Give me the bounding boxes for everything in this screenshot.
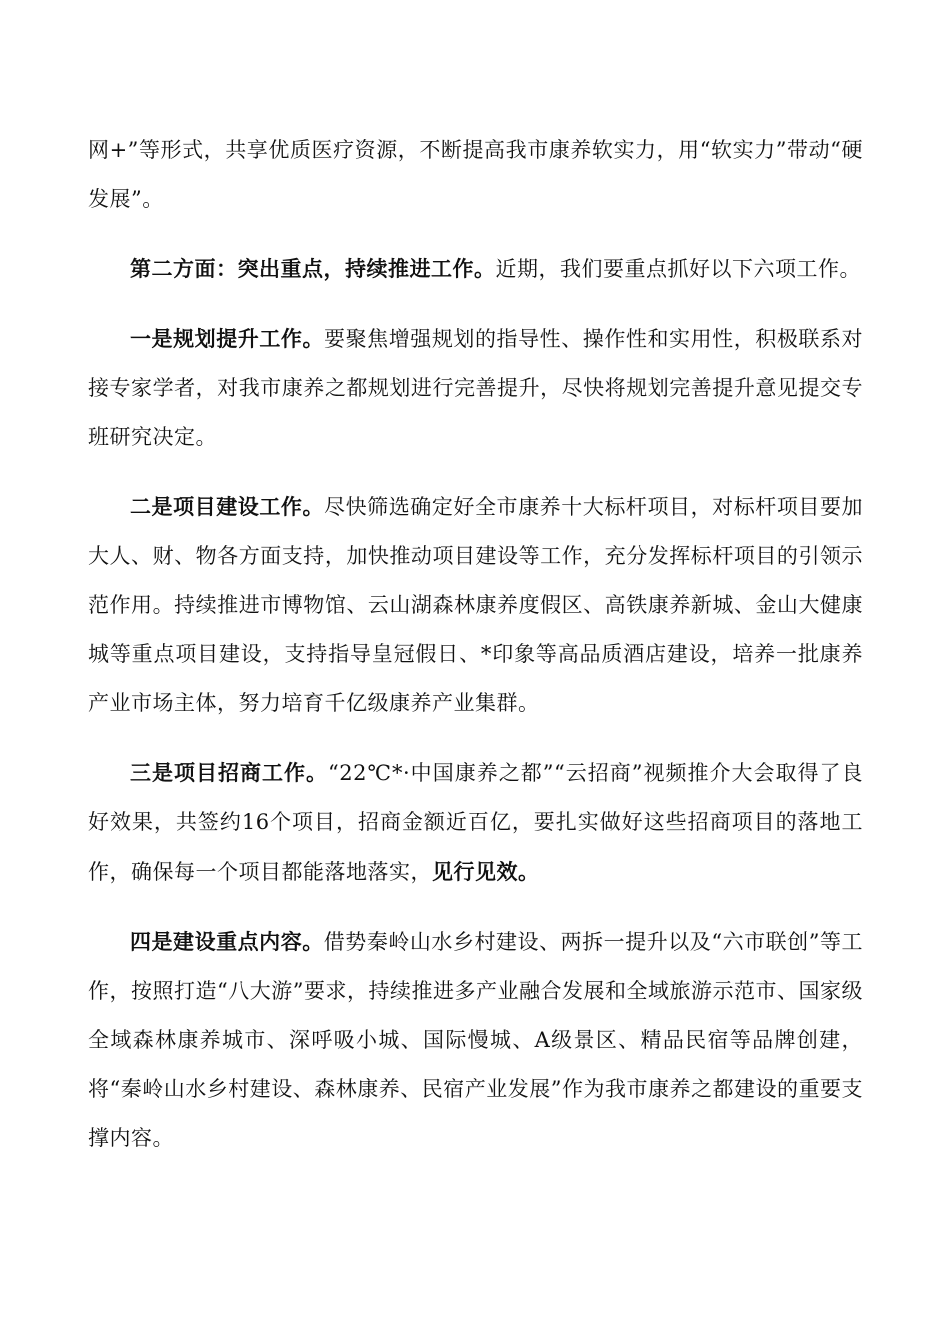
paragraph-continuation: [88, 126, 863, 224]
paragraph-planning: [88, 314, 863, 462]
paragraph-emphasis: 见行见效。: [432, 859, 540, 884]
paragraph-section-two: [88, 244, 863, 294]
paragraph-heading: 一是规划提升工作。: [130, 326, 325, 351]
paragraph-investment: [88, 748, 863, 897]
paragraph-heading: 二是项目建设工作。: [130, 494, 325, 519]
paragraph-heading: 第二方面：突出重点，持续推进工作。: [130, 256, 496, 281]
paragraph-text: 尽快筛选确定好全市康养十大标杆项目，对标杆项目要加大人、财、物各方面支持，加快推动项目建设等工作，充分发挥标杆项目的引领示范作用。持续推进市博物馆、云山湖森林康养度假区、高铁康养新城、金山大健康城等重点项目建设，支持指导皇冠假日、*印象等高品质酒店建设，培养一批康养产业市场主体，努力培育千亿级康养产业集群。: [88, 495, 863, 715]
paragraph-text: 网+”等形式，共享优质医疗资源，不断提高我市康养软实力，用“软实力”带动“硬发展”。: [88, 138, 863, 211]
document-body: [88, 126, 863, 1183]
paragraph-text: 近期，我们要重点抓好以下六项工作。: [495, 257, 861, 281]
paragraph-text: “22℃*·中国康养之都”“云招商”视频推介大会取得了良好效果，共签约16个项目，招商金额近百亿，要扎实做好这些招商项目的落地工作，确保每一个项目都能落地落实，: [88, 761, 863, 884]
paragraph-text: 要聚焦增强规划的指导性、操作性和实用性，积极联系对接专家学者，对我市康养之都规划进行完善提升，尽快将规划完善提升意见提交专班研究决定。: [88, 327, 863, 449]
paragraph-text: 借势秦岭山水乡村建设、两拆一提升以及“六市联创”等工作，按照打造“八大游”要求，持续推进多产业融合发展和全域旅游示范市、国家级全域森林康养城市、深呼吸小城、国际慢城、A级景区、精品民宿等品牌创建，将“秦岭山水乡村建设、森林康养、民宿产业发展”作为我市康养之都建设的重要支撑内容。: [88, 930, 863, 1150]
paragraph-key-content: [88, 917, 863, 1163]
paragraph-project-construction: [88, 482, 863, 728]
paragraph-heading: 四是建设重点内容。: [130, 929, 324, 954]
paragraph-heading: 三是项目招商工作。: [130, 760, 329, 785]
